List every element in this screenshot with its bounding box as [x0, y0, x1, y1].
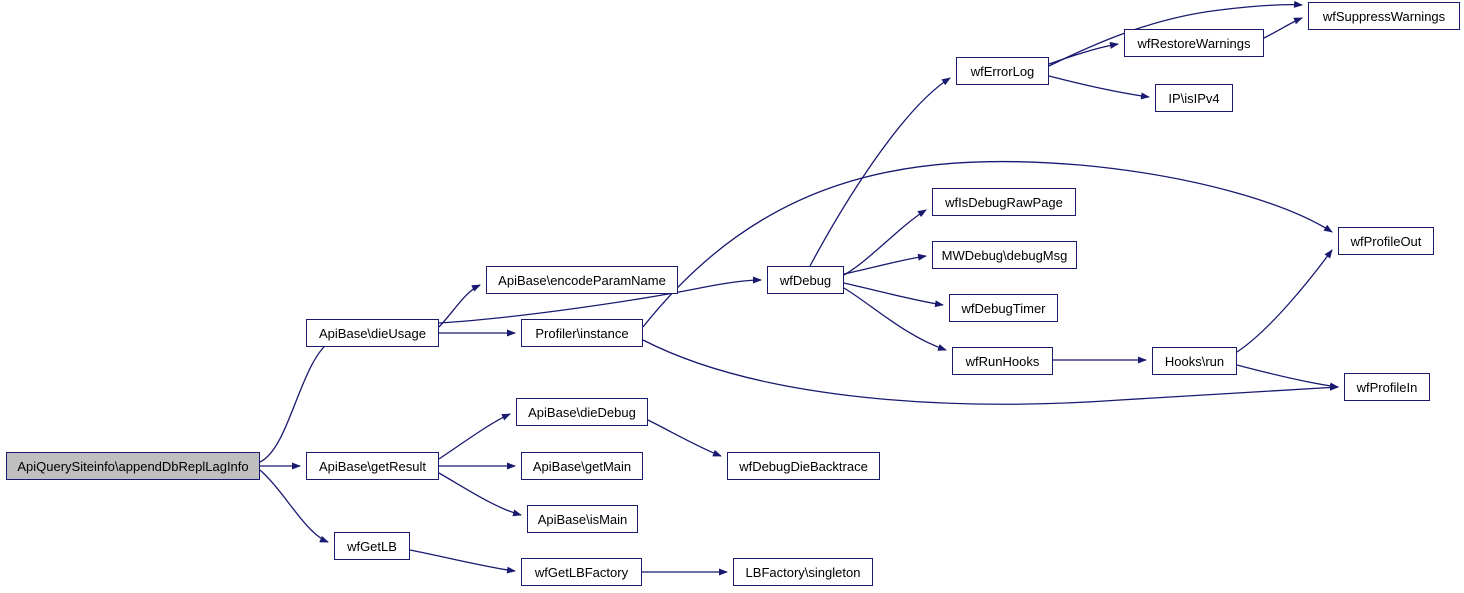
graph-node-wfDebug[interactable]: wfDebug [767, 266, 844, 294]
edge-root-to-dieUsage [260, 340, 332, 462]
graph-node-root[interactable]: ApiQuerySiteinfo\appendDbReplLagInfo [6, 452, 260, 480]
graph-node-wfRunHooks[interactable]: wfRunHooks [952, 347, 1053, 375]
edge-root-to-wfGetLB [260, 470, 328, 542]
edge-HooksRun-to-wfProfileIn [1237, 365, 1338, 387]
graph-node-LBFactorySingleton[interactable]: LBFactory\singleton [733, 558, 873, 586]
edge-wfRestoreWarnings-to-wfSuppressWarnings [1264, 18, 1302, 38]
edge-wfDebug-to-wfErrorLog [810, 78, 950, 266]
graph-node-wfGetLBFactory[interactable]: wfGetLBFactory [521, 558, 642, 586]
edge-wfDebug-to-wfDebugTimer [844, 283, 943, 305]
graph-node-HooksRun[interactable]: Hooks\run [1152, 347, 1237, 375]
graph-node-wfProfileIn[interactable]: wfProfileIn [1344, 373, 1430, 401]
graph-node-dieUsage[interactable]: ApiBase\dieUsage [306, 319, 439, 347]
graph-node-isMain[interactable]: ApiBase\isMain [527, 505, 638, 533]
graph-node-wfSuppressWarnings[interactable]: wfSuppressWarnings [1308, 2, 1460, 30]
graph-node-wfDebugDieBacktrace[interactable]: wfDebugDieBacktrace [727, 452, 880, 480]
edge-wfGetLB-to-wfGetLBFactory [410, 550, 515, 571]
edge-wfDebug-to-MWDebugDebugMsg [844, 256, 926, 274]
graph-node-wfRestoreWarnings[interactable]: wfRestoreWarnings [1124, 29, 1264, 57]
graph-node-wfGetLB[interactable]: wfGetLB [334, 532, 410, 560]
graph-node-wfDebugTimer[interactable]: wfDebugTimer [949, 294, 1058, 322]
graph-node-profilerInstance[interactable]: Profiler\instance [521, 319, 643, 347]
graph-node-wfIsDebugRawPage[interactable]: wfIsDebugRawPage [932, 188, 1076, 216]
edge-dieUsage-to-encodeParamName [439, 285, 480, 327]
graph-node-IPisIPv4[interactable]: IP\isIPv4 [1155, 84, 1233, 112]
graph-node-wfErrorLog[interactable]: wfErrorLog [956, 57, 1049, 85]
graph-node-wfProfileOut[interactable]: wfProfileOut [1338, 227, 1434, 255]
graph-node-encodeParamName[interactable]: ApiBase\encodeParamName [486, 266, 678, 294]
edge-dieDebug-to-wfDebugDieBacktrace [648, 420, 721, 456]
edge-wfDebug-to-wfRunHooks [844, 288, 946, 350]
edge-getResult-to-dieDebug [439, 414, 510, 459]
edge-wfErrorLog-to-wfRestoreWarnings [1049, 44, 1118, 64]
graph-node-MWDebugDebugMsg[interactable]: MWDebug\debugMsg [932, 241, 1077, 269]
edge-wfDebug-to-wfIsDebugRawPage [844, 210, 926, 275]
graph-node-getResult[interactable]: ApiBase\getResult [306, 452, 439, 480]
edge-wfErrorLog-to-IPisIPv4 [1049, 76, 1149, 97]
edge-getResult-to-isMain [439, 473, 521, 515]
edge-HooksRun-to-wfProfileOut [1237, 250, 1332, 352]
graph-node-dieDebug[interactable]: ApiBase\dieDebug [516, 398, 648, 426]
graph-node-getMain[interactable]: ApiBase\getMain [521, 452, 643, 480]
